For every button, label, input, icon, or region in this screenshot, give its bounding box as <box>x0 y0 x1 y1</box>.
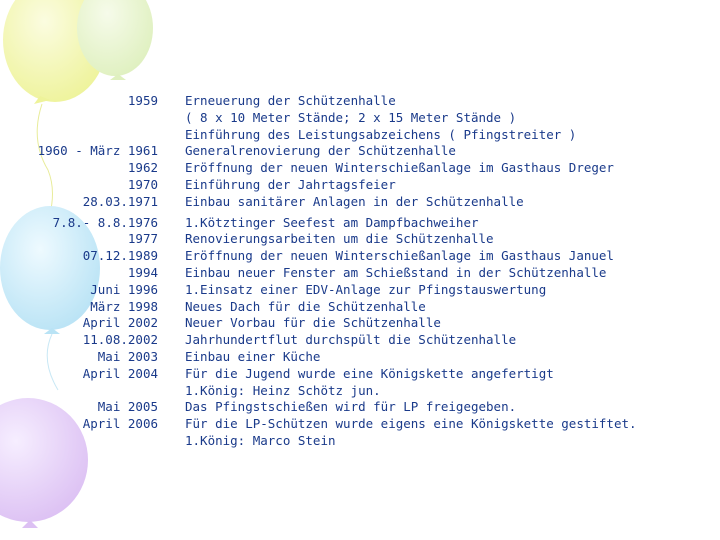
entry-date: 07.12.1989 <box>82 248 158 264</box>
entry-event: Einbau einer Küche <box>185 348 321 364</box>
entry-event: Einführung der Jahrtagsfeier <box>185 176 396 192</box>
entry-event: Generalrenovierung der Schützenhalle <box>185 143 456 159</box>
entry-event: 1.Kötztinger Seefest am Dampfbachweiher <box>185 214 479 230</box>
timeline-row <box>0 160 720 177</box>
timeline-row <box>0 416 720 433</box>
entry-date: April 2006 <box>82 416 158 432</box>
timeline-row <box>0 366 720 383</box>
history-timeline <box>0 93 720 450</box>
entry-date: 1994 <box>127 264 158 280</box>
entry-event: Renovierungsarbeiten um die Schützenhalle <box>185 231 494 247</box>
timeline-row <box>0 177 720 194</box>
entry-event: Eröffnung der neuen Winterschießanlage im Gasthaus Dreger <box>185 160 614 176</box>
entry-event: 1.König: Marco Stein <box>185 432 336 448</box>
entry-event: Neuer Vorbau für die Schützenhalle <box>185 315 441 331</box>
entry-date: 11.08.2002 <box>82 332 158 348</box>
timeline-row <box>0 265 720 282</box>
timeline-row <box>0 433 720 450</box>
timeline-row <box>0 215 720 232</box>
entry-date: 1970 <box>127 176 158 192</box>
timeline-row <box>0 231 720 248</box>
entry-date: 1960 - März 1961 <box>37 143 158 159</box>
entry-event: Einbau neuer Fenster am Schießstand in der Schützenhalle <box>185 264 607 280</box>
timeline-row <box>0 399 720 416</box>
entry-date: April 2002 <box>82 315 158 331</box>
entry-date: März 1998 <box>90 298 158 314</box>
entry-date: 1962 <box>127 160 158 176</box>
entry-event: Für die Jugend wurde eine Königskette angefertigt <box>185 365 554 381</box>
entry-event: Erneuerung der Schützenhalle <box>185 93 396 108</box>
timeline-row <box>0 194 720 211</box>
timeline-row <box>0 110 720 127</box>
entry-event: Für die LP-Schützen wurde eigens eine Königskette gestiftet. <box>185 416 637 432</box>
entry-date: 1959 <box>127 93 158 108</box>
timeline-row <box>0 332 720 349</box>
timeline-row <box>0 383 720 400</box>
timeline-row <box>0 299 720 316</box>
entry-event: Das Pfingstschießen wird für LP freigegeben. <box>185 399 517 415</box>
timeline-row <box>0 315 720 332</box>
entry-event: Einbau sanitärer Anlagen in der Schützenhalle <box>185 193 524 209</box>
timeline-row <box>0 248 720 265</box>
entry-event: 1.König: Heinz Schötz jun. <box>185 382 381 398</box>
entry-date: April 2004 <box>82 365 158 381</box>
timeline-row <box>0 282 720 299</box>
entry-event: 1.Einsatz einer EDV-Anlage zur Pfingstauswertung <box>185 281 547 297</box>
entry-date: Juni 1996 <box>90 281 158 297</box>
entry-date: Mai 2003 <box>97 348 158 364</box>
entry-event: Jahrhundertflut durchspült die Schützenhalle <box>185 332 517 348</box>
entry-date: 28.03.1971 <box>82 193 158 209</box>
entry-event: Einführung des Leistungsabzeichens ( Pfingstreiter ) <box>185 126 577 142</box>
entry-event: ( 8 x 10 Meter Stände; 2 x 15 Meter Stände ) <box>185 109 517 125</box>
entry-event: Neues Dach für die Schützenhalle <box>185 298 426 314</box>
timeline-row <box>0 143 720 160</box>
entry-date: 1977 <box>127 231 158 247</box>
entry-event: Eröffnung der neuen Winterschießanlage im Gasthaus Januel <box>185 248 614 264</box>
entry-date: Mai 2005 <box>97 399 158 415</box>
timeline-row <box>0 127 720 144</box>
entry-date: 7.8.- 8.8.1976 <box>52 214 158 230</box>
timeline-row <box>0 93 720 110</box>
timeline-row <box>0 349 720 366</box>
